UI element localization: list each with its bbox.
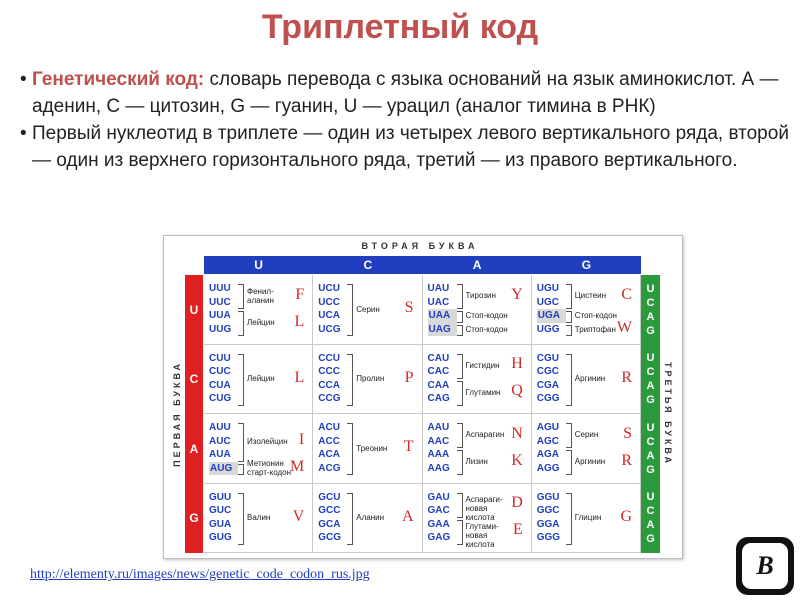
codon: UGU [536,283,559,294]
codon-cell [313,414,422,484]
third-letter: C [646,366,655,379]
codon-cell [532,345,641,415]
amino-acid-letter: S [404,299,414,316]
third-letter: A [646,449,655,462]
codon: GGG [536,532,561,543]
codon-brace [566,423,572,448]
amino-acid-letter: E [512,521,523,538]
third-letter: C [646,296,655,309]
amino-acid-name: Гистидин [465,360,500,370]
amino-acid-name: Глицин [574,513,602,522]
amino-acid-letter: D [511,494,523,511]
codon-brace [566,354,572,406]
codon-brace [457,520,463,545]
amino-acid-letter: M [290,458,305,476]
first-letter-a: A [189,441,199,456]
amino-acid-name: Стоп-кодон [465,324,508,334]
codon: UGC [536,296,559,308]
codon-brace [457,381,463,406]
amino-acid-letter: I [298,431,305,449]
codon: CUG [209,393,232,404]
third-letter-group [641,414,660,484]
amino-acid-name: Триптофан [574,324,616,334]
amino-acid-letter: S [623,424,632,442]
third-letter: A [646,310,655,323]
amino-acid-name: Аргинин [574,374,606,383]
codon: UAG [428,323,457,337]
codon-cell [313,345,422,415]
codon: UAC [427,296,450,308]
codon: AAU [427,422,450,433]
second-letter-label: ВТОРАЯ БУКВА [361,241,479,251]
third-letter: G [646,394,655,407]
first-letter-label-wrap [170,275,184,553]
amino-acid-name: Аспараги-новая кислота [465,495,503,522]
codon: GUC [209,505,232,516]
codon: CGA [536,379,559,391]
codon: GCU [318,491,341,503]
amino-acid-letter: V [292,507,305,525]
codon: UCA [318,310,340,321]
codon-brace [238,464,244,476]
codon-brace [347,354,353,406]
amino-acid-letter: G [620,507,632,525]
amino-acid-name: Серин [574,430,599,439]
third-letter: U [646,352,655,365]
amino-acid-letter: R [621,368,632,386]
amino-acid-name: Глутами-новая кислота [465,522,499,549]
amino-acid-name: Аргинин [574,457,606,466]
codon-list [318,352,346,406]
amino-acid-name: Цистеин [574,291,607,300]
codon: CCA [318,379,340,391]
codon: GAA [427,518,450,530]
third-letter-column [641,275,660,553]
amino-acid-name: Метионин старт-кодон [247,459,292,478]
codon-cell [423,345,532,415]
codon: AUU [209,422,231,433]
amino-acid-letter: L [294,368,305,386]
codon-brace [238,354,244,406]
amino-acid-letter: Q [511,382,523,399]
codon: CGG [536,393,560,404]
codon-brace [566,450,572,475]
codon: GAG [427,532,451,543]
third-letter-group [641,484,660,554]
codon-list [209,352,237,406]
codon-list [318,421,346,475]
codon: AGG [536,462,560,474]
amino-acid-letter: L [294,312,305,330]
bullet-dot: • [20,69,27,90]
bullet-item [20,66,790,120]
codon-brace [238,284,244,309]
codon-list [428,282,457,336]
codon-brace [457,450,463,475]
codon: GUA [209,518,232,530]
amino-acid-name: Изолейцин [247,436,288,446]
codon-brace [347,423,353,475]
codon: CCU [318,352,340,364]
codon: ACC [318,435,340,447]
codon: CCC [318,366,340,377]
codon: AUG [209,462,238,476]
codon: ACU [318,422,340,433]
first-letter-c: C [189,372,199,387]
amino-acid-letter: H [511,355,523,372]
codon: GGU [536,491,560,503]
codon: CUC [209,366,231,377]
third-letter: C [646,505,655,518]
amino-acid-letter: P [404,368,414,386]
codon: GAU [427,491,450,503]
third-letter: G [646,533,655,546]
codon-brace [347,493,353,545]
slide-title: Триплетный код [261,8,539,46]
codon-cell [204,414,313,484]
first-letter-label: ПЕРВАЯ БУКВА [172,361,182,467]
codon: UCG [318,323,341,335]
third-letter: C [646,435,655,448]
codon: CAA [427,379,450,391]
third-letter-label: ТРЕТЬЯ БУКВА [663,362,673,466]
codon-brace [457,325,463,337]
codon-brace [457,423,463,448]
codon-brace [566,493,572,545]
codon: GCC [318,505,341,516]
bullet-item [20,120,790,174]
codon-brace [457,354,463,379]
codon: UUC [209,296,231,308]
codon-list [537,421,565,475]
second-letter-u: U [254,258,263,272]
codon-cell [204,275,313,345]
codon: UUA [209,310,231,321]
codon: ACG [318,462,341,474]
codon-list [537,352,565,406]
source-link[interactable]: http://elementy.ru/images/news/genetic_code_codon_rus.jpg [30,567,370,582]
second-letter-c: C [363,258,373,272]
amino-acid-name: Валин [247,513,271,522]
codon: UCC [318,296,340,308]
codon-list [428,352,456,406]
amino-acid-name: Тирозин [465,291,496,300]
codon: GGC [536,505,560,516]
third-letter: G [646,324,655,337]
bullet-term: Генетический код: [32,69,205,90]
codon: UUU [209,283,231,294]
codon-cell [204,484,313,554]
codon-cell [532,484,641,554]
codon: CGU [536,352,559,364]
codon-brace [347,284,353,336]
codon: AUA [209,449,231,460]
codon-brace [238,493,244,545]
codon: AGA [536,449,559,460]
amino-acid-letter: K [511,451,523,469]
codon: UGG [536,323,560,335]
logo-inner: В [742,543,788,589]
codon-list [209,421,238,475]
amino-acid-letter: F [295,285,305,303]
codon-brace [457,493,463,518]
amino-acid-letter: R [621,451,632,469]
codon: GUU [209,491,232,503]
third-letter: U [646,282,655,295]
codon-cell [423,484,532,554]
amino-acid-letter: N [511,424,523,442]
amino-acid-letter: Y [511,285,523,303]
codon-list [318,282,346,336]
amino-acid-name: Лизин [465,457,488,466]
codon: AAG [427,462,450,474]
codon: UGA [537,309,566,323]
amino-acid-name: Стоп-кодон [574,311,617,321]
third-letter-group [641,345,660,415]
second-letter-a: A [472,258,482,272]
codon-brace [238,311,244,336]
codon: UCU [318,283,340,294]
amino-acid-name: Треонин [356,443,388,453]
codon-grid [204,275,641,553]
codon: UAA [428,309,457,323]
codon: UAU [427,283,450,294]
codon-list [537,491,565,545]
codon-cell [204,345,313,415]
amino-acid-name: Лейцин [247,374,275,383]
codon: GCG [318,532,342,543]
codon: CAG [427,393,450,404]
bullet-list [20,66,790,174]
amino-acid-name: Пролин [356,374,385,383]
codon-brace [566,284,572,309]
amino-acid-letter: T [403,438,414,455]
codon: GAC [427,505,450,516]
codon: AAC [427,435,450,447]
third-letter-group [641,275,660,345]
codon: GCA [318,518,341,530]
third-letter: U [646,491,655,504]
codon: GUG [209,532,232,543]
amino-acid-letter: C [621,285,632,303]
logo-icon [736,537,794,595]
codon-list [209,282,237,336]
third-letter: U [646,421,655,434]
codon-cell [313,275,422,345]
codon-list [428,421,456,475]
codon-brace [566,325,572,337]
codon-list [428,491,456,545]
codon-cell [532,275,641,345]
amino-acid-name: Серин [356,304,380,314]
codon: CUU [209,352,231,364]
codon-list [318,491,346,545]
amino-acid-name: Фенил-аланин [247,286,274,305]
first-letter-g: G [189,511,199,526]
codon-cell [423,275,532,345]
first-letter-u: U [189,302,199,317]
codon-list [537,282,566,336]
codon: AGU [536,422,559,433]
codon-brace [238,423,244,462]
third-letter: G [646,463,655,476]
codon-cell [313,484,422,554]
bullet-text: словарь перевода с языка оснований на язык аминокислот. А — аденин, С — цитозин, G — гуанин, U — урацил (аналог тимина в РНК) [32,69,779,117]
codon-cell [532,414,641,484]
amino-acid-name: Лейцин [247,318,275,327]
codon-brace [457,284,463,309]
codon: CCG [318,393,341,404]
second-letter-g: G [581,258,592,272]
second-letter-header [204,256,641,274]
amino-acid-letter: A [401,507,414,525]
codon: GGA [536,518,560,530]
bullet-text: Первый нуклеотид в триплете — один из четырех левого вертикального ряда, второй — один из верхнего горизонтального ряда, третий — из правого вертикального. [32,123,789,171]
codon: CAC [427,366,450,377]
codon: CAU [427,352,450,364]
codon: AAA [427,449,450,460]
codon-list [209,491,237,545]
codon: ACA [318,449,340,460]
amino-acid-name: Стоп-кодон [465,311,508,321]
bullet-dot: • [20,123,27,144]
first-letter-column [185,275,203,553]
amino-acid-letter: W [616,319,632,337]
amino-acid-name: Аланин [356,513,385,522]
codon-brace [457,311,463,323]
codon: UUG [209,323,232,335]
codon-brace [566,311,572,323]
codon: AGC [536,435,559,447]
codon: CUA [209,379,231,391]
codon-cell [423,414,532,484]
codon: AUC [209,435,231,447]
third-letter-label-wrap [661,275,675,553]
third-letter: A [646,380,655,393]
amino-acid-name: Аспарагин [465,430,505,439]
codon: CGC [536,366,559,377]
amino-acid-name: Глутамин [465,387,501,397]
third-letter: A [646,519,655,532]
